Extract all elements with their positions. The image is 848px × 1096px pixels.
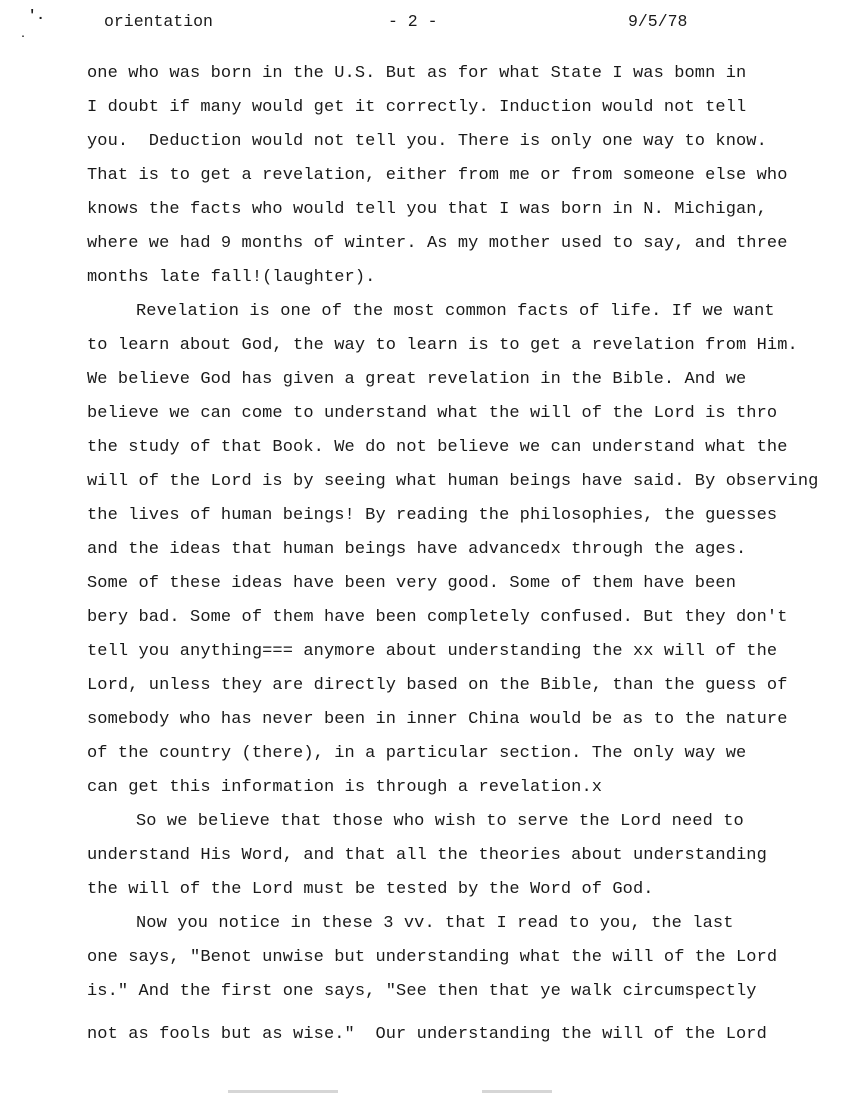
paragraph-line: somebody who has never been in inner China would be as to the nature	[87, 710, 788, 729]
paragraph-line: the study of that Book. We do not believe we can understand what the	[87, 438, 788, 457]
paragraph-line: not as fools but as wise." Our understanding the will of the Lord	[87, 1025, 767, 1044]
paragraph-line: to learn about God, the way to learn is to get a revelation from Him.	[87, 336, 798, 355]
paragraph-first-line: Now you notice in these 3 vv. that I read to you, the last	[136, 914, 734, 933]
document-date: 9/5/78	[628, 12, 688, 31]
margin-mark: '.	[28, 8, 45, 24]
page-number: - 2 -	[388, 12, 438, 31]
paragraph-line: will of the Lord is by seeing what human beings have said. By observing	[87, 472, 819, 491]
paragraph-line: believe we can come to understand what the will of the Lord is thro	[87, 404, 778, 423]
paragraph-line: months late fall!(laughter).	[87, 268, 376, 287]
document-body	[87, 57, 848, 1052]
paragraph-first-line: one who was born in the U.S. But as for what State I was bomn in	[87, 64, 747, 83]
paragraph-first-line: Revelation is one of the most common facts of life. If we want	[136, 302, 775, 321]
paragraph-line: of the country (there), in a particular section. The only way we	[87, 744, 747, 763]
paragraph-line: is." And the first one says, "See then that ye walk circumspectly	[87, 982, 757, 1001]
paragraph-line: the will of the Lord must be tested by the Word of God.	[87, 880, 654, 899]
paragraph-line: can get this information is through a revelation.x	[87, 778, 603, 797]
margin-dot: .	[20, 30, 27, 41]
scan-smudge	[482, 1090, 552, 1093]
paragraph-first-line: So we believe that those who wish to serve the Lord need to	[136, 812, 744, 831]
paragraph-line: knows the facts who would tell you that I was born in N. Michigan,	[87, 200, 767, 219]
paragraph-line: Some of these ideas have been very good. Some of them have been	[87, 574, 737, 593]
paragraph-line: where we had 9 months of winter. As my mother used to say, and three	[87, 234, 788, 253]
paragraph-line: you. Deduction would not tell you. There is only one way to know.	[87, 132, 767, 151]
paragraph-line: the lives of human beings! By reading the philosophies, the guesses	[87, 506, 778, 525]
paragraph-line: Lord, unless they are directly based on the Bible, than the guess of	[87, 676, 788, 695]
paragraph-line: one says, "Benot unwise but understanding what the will of the Lord	[87, 948, 778, 967]
paragraph-line: tell you anything=== anymore about understanding the xx will of the	[87, 642, 778, 661]
paragraph-line: We believe God has given a great revelation in the Bible. And we	[87, 370, 747, 389]
paragraph-line: and the ideas that human beings have advancedx through the ages.	[87, 540, 747, 559]
document-title: orientation	[104, 12, 213, 31]
paragraph-line: I doubt if many would get it correctly. Induction would not tell	[87, 98, 747, 117]
paragraph-line: bery bad. Some of them have been completely confused. But they don't	[87, 608, 788, 627]
scan-smudge	[228, 1090, 338, 1093]
paragraph-line: That is to get a revelation, either from me or from someone else who	[87, 166, 788, 185]
paragraph-line: understand His Word, and that all the theories about understanding	[87, 846, 767, 865]
